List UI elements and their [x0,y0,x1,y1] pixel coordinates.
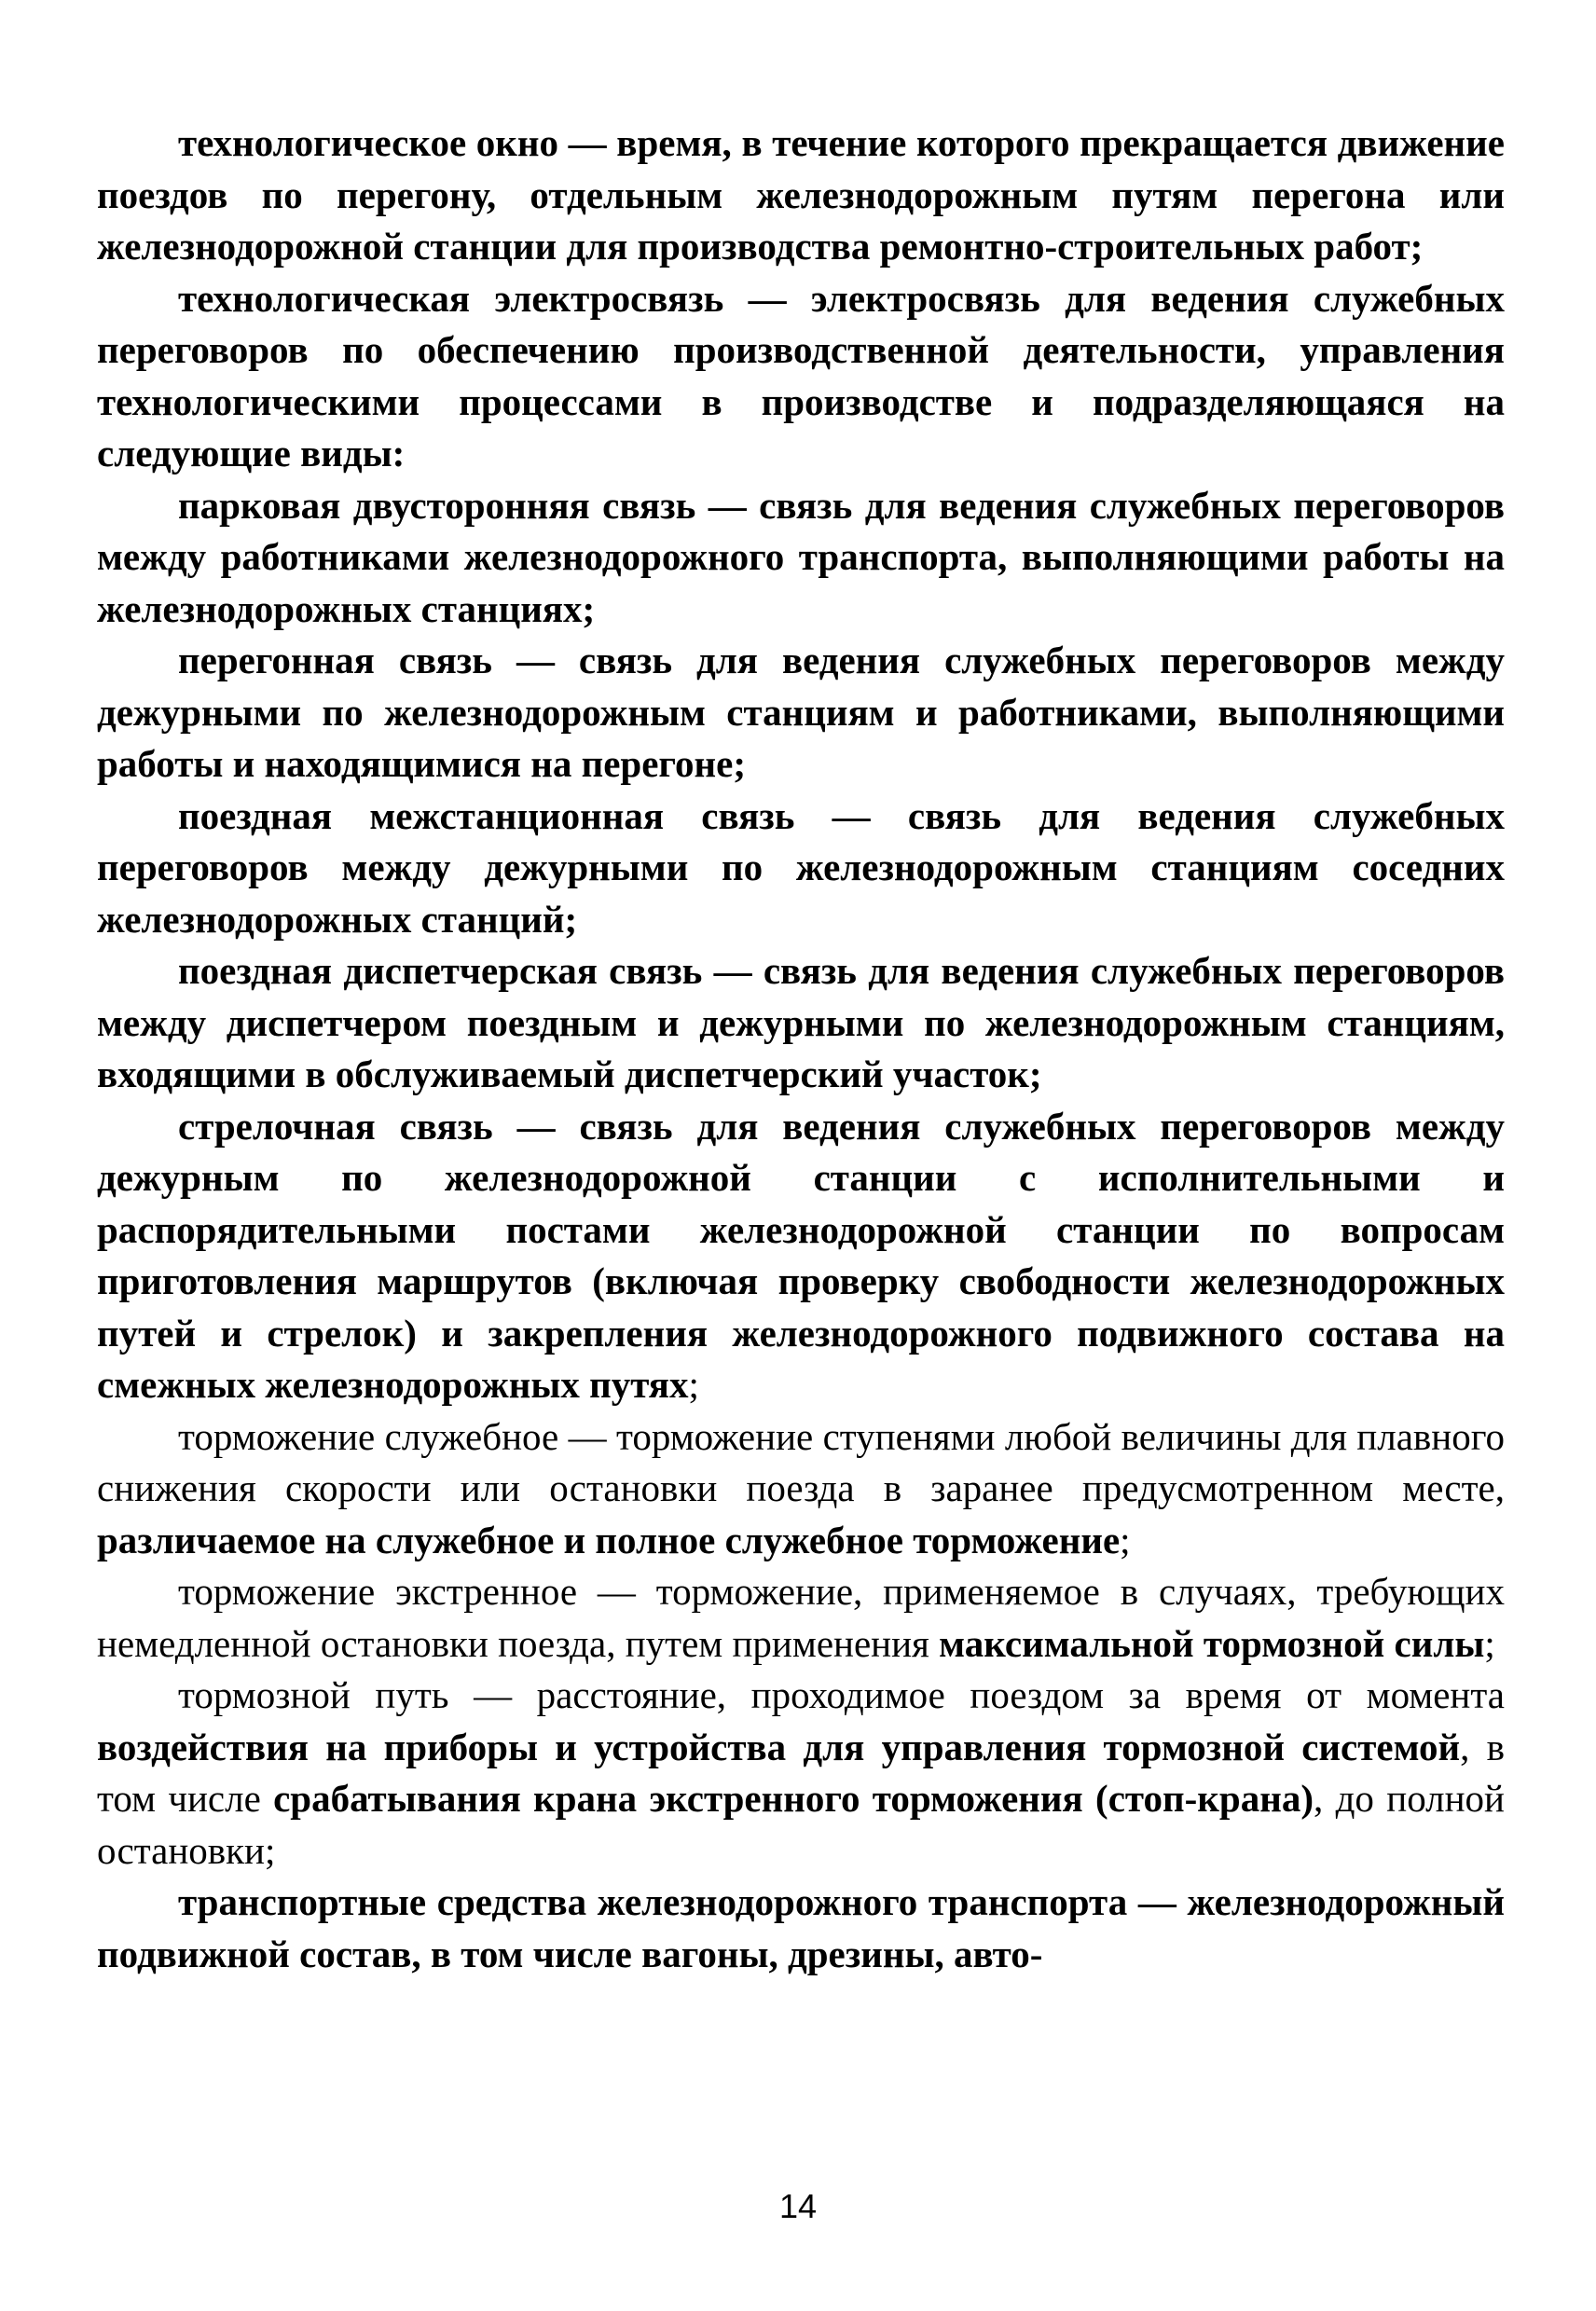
paragraph-text: ; [1120,1518,1131,1561]
body-text [97,117,1505,1980]
paragraph-text: ; [688,1363,699,1406]
paragraph-rail-vehicles [97,1877,1505,1980]
paragraph-dispatcher-link [97,945,1505,1101]
paragraph-text: торможение экстренное — торможение, применяемое в случаях, требующих немедленной остановки поезда, путем применения [97,1570,1505,1665]
page-number: 14 [778,2187,818,2225]
paragraph-haul-link [97,635,1505,791]
paragraph-text: поездная диспетчерская связь — связь для ведения служебных переговоров между диспетчером поездным и дежурными по железнодорожным станциям, входящими в обслуживаемый диспетчерский участок; [97,949,1505,1095]
paragraph-switch-link [97,1101,1505,1411]
paragraph-text: срабатывания крана экстренного торможения (стоп-крана) [273,1777,1314,1820]
paragraph-text: воздействия на приборы и устройства для управления тормозной системой [97,1725,1461,1768]
paragraph-technological-window [97,117,1505,273]
paragraph-text: парковая двусторонняя связь — связь для ведения служебных переговоров между работниками железнодорожного транспорта, выполняющими работы на железнодорожных станциях; [97,483,1505,630]
paragraph-text: тормозной путь — расстояние, проходимое поездом за время от момента [178,1673,1505,1716]
paragraph-text: ; [1484,1621,1495,1665]
paragraph-text: стрелочная связь — связь для ведения служебных переговоров между дежурным по железнодорожной станции с исполнительными и распорядительными постами железнодорожной станции по вопросам приготовления маршрутов (включая проверку свободности железнодорожных путей и стрелок) и закрепления железнодорожного подвижного состава на смежных железнодорожных путях [97,1104,1505,1406]
paragraph-text: , в том числе [97,1725,1506,1820]
paragraph-text: транспортные средства железнодорожного транспорта — железнодорожный подвижной состав, в том числе вагоны, дрезины, авто- [97,1880,1505,1975]
paragraph-text: , до полной остановки; [97,1777,1505,1872]
paragraph-text: технологическое окно — время, в течение которого прекращается движение поездов по перегону, отдельным железнодорожным путям перегона или железнодорожной станции для производства ремонтно-строительных работ; [97,121,1505,268]
paragraph-braking-distance [97,1670,1505,1877]
paragraph-text: торможение служебное — торможение ступенями любой величины для плавного снижения скорости или остановки поезда в заранее предусмотренном месте, [97,1414,1505,1509]
paragraph-interstation-link [97,791,1505,946]
paragraph-text: перегонная связь — связь для ведения служебных переговоров между дежурными по железнодорожным станциям и работниками, выполняющими работы и находящимися на перегоне; [97,639,1505,785]
paragraph-park-two-way-link [97,480,1505,636]
paragraph-text: различаемое на служебное и полное служебное торможение [97,1518,1121,1561]
paragraph-emergency-braking [97,1566,1505,1670]
paragraph-service-braking [97,1411,1505,1567]
paragraph-text: поездная межстанционная связь — связь для ведения служебных переговоров между дежурными по железнодорожным станциям соседних железнодорожных станций; [97,793,1505,941]
paragraph-text: технологическая электросвязь — электросвязь для ведения служебных переговоров по обеспечению производственной деятельности, управления технологическими процессами в производстве и подразделяющаяся на следующие виды: [97,276,1505,475]
paragraph-text: максимальной тормозной силы [939,1621,1485,1665]
paragraph-technological-telecom [97,273,1505,480]
